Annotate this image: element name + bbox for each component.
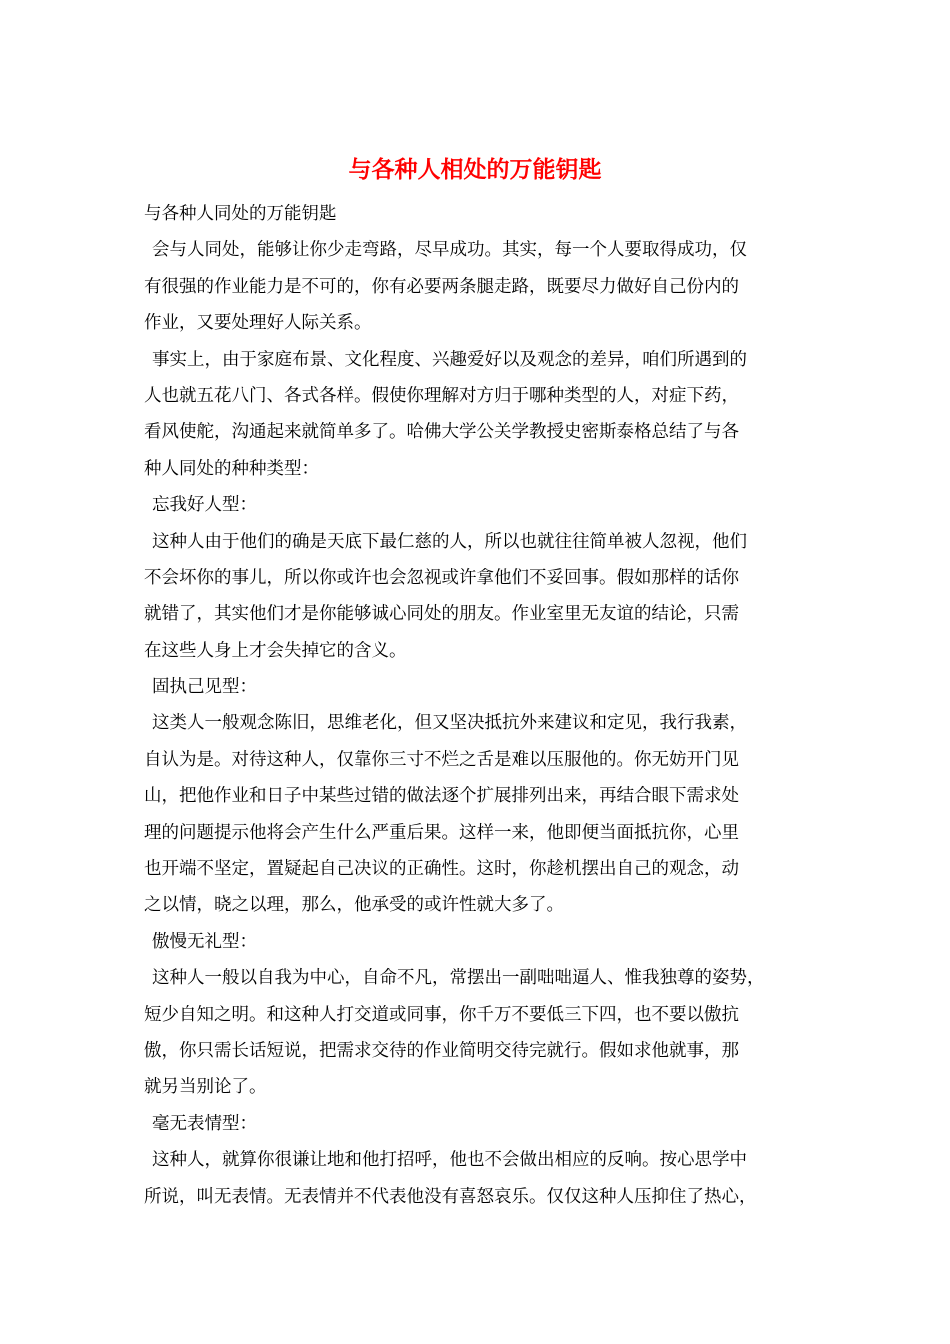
text-line: 自认为是。对待这种人，仅靠你三寸不烂之舌是难以压服他的。你无妨开门见 [144, 749, 739, 770]
text-line: 也开端不坚定，置疑起自己决议的正确性。这时，你趁机摆出自己的观念，动 [144, 859, 739, 880]
document-body [144, 196, 814, 1215]
text-line: 之以情，晓之以理，那么，他承受的或许性就大多了。 [144, 895, 564, 916]
text-line: 在这些人身上才会失掉它的含义。 [144, 640, 407, 661]
text-line: 事实上，由于家庭布景、文化程度、兴趣爱好以及观念的差异，咱们所遇到的 [152, 349, 747, 370]
document-title: 与各种人相处的万能钥匙 [348, 156, 602, 183]
text-line: 种人同处的种种类型： [144, 458, 319, 479]
text-line: 与各种人同处的万能钥匙 [144, 204, 337, 224]
text-line: 人也就五花八门、各式各样。假使你理解对方归于哪种类型的人，对症下药， [144, 385, 739, 406]
text-line: 理的问题提示他将会产生什么严重后果。这样一来，他即便当面抵抗你，心里 [144, 822, 739, 843]
text-line: 就错了，其实他们才是你能够诚心同处的朋友。作业室里无友谊的结论，只需 [144, 604, 739, 625]
text-line: 固执己见型： [152, 677, 257, 698]
text-line: 这种人一般以自我为中心，自命不凡，常摆出一副咄咄逼人、惟我独尊的姿势， [152, 968, 765, 989]
text-line: 作业，又要处理好人际关系。 [144, 313, 372, 334]
text-line: 这种人由于他们的确是天底下最仁慈的人，所以也就往往简单被人忽视，他们 [152, 531, 747, 552]
text-line: 毫无表情型： [152, 1113, 257, 1134]
text-line: 就另当别论了。 [144, 1077, 267, 1098]
text-line: 有很强的作业能力是不可的，你有必要两条腿走路，既要尽力做好自己份内的 [144, 276, 739, 297]
text-line: 这类人一般观念陈旧，思维老化，但又坚决抵抗外来建议和定见，我行我素， [152, 713, 747, 734]
text-line: 会与人同处，能够让你少走弯路，尽早成功。其实，每一个人要取得成功，仅 [152, 240, 747, 261]
text-line: 忘我好人型： [152, 495, 257, 516]
text-line: 短少自知之明。和这种人打交道或同事，你千万不要低三下四，也不要以傲抗 [144, 1004, 739, 1025]
text-line: 所说，叫无表情。无表情并不代表他没有喜怒哀乐。仅仅这种人压抑住了热心， [144, 1186, 757, 1207]
text-line: 傲，你只需长话短说，把需求交待的作业简明交待完就行。假如求他就事，那 [144, 1040, 739, 1061]
text-line: 山，把他作业和日子中某些过错的做法逐个扩展排列出来，再结合眼下需求处 [144, 786, 739, 807]
text-line: 不会坏你的事儿，所以你或许也会忽视或许拿他们不妥回事。假如那样的话你 [144, 567, 739, 588]
text-line: 傲慢无礼型： [152, 931, 257, 952]
text-line: 这种人，就算你很谦让地和他打招呼，他也不会做出相应的反响。按心思学中 [152, 1150, 747, 1171]
text-line: 看风使舵，沟通起来就简单多了。哈佛大学公关学教授史密斯泰格总结了与各 [144, 422, 739, 443]
